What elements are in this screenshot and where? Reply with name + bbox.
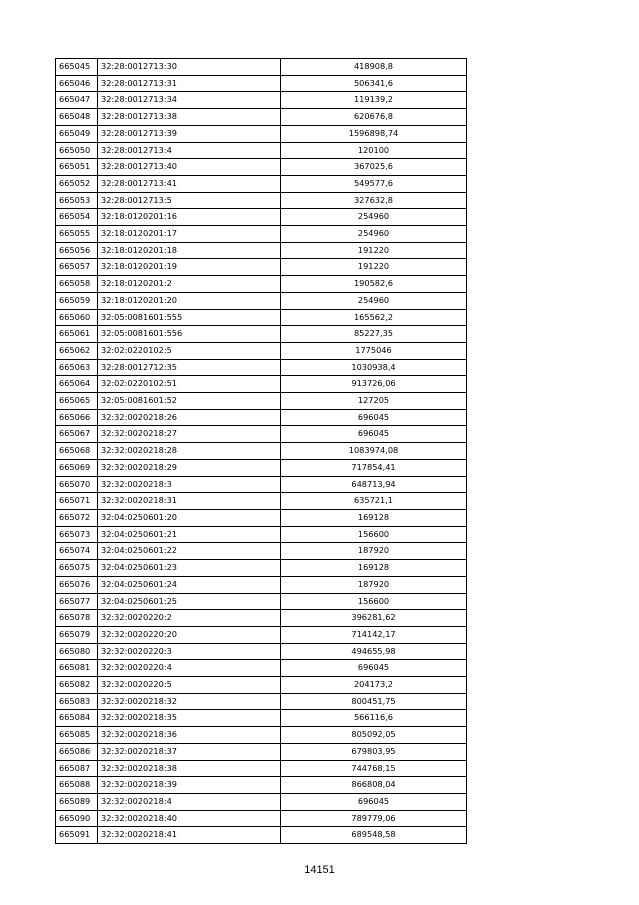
value-cell: 191220 — [281, 242, 467, 259]
value-cell: 696045 — [281, 426, 467, 443]
row-id-cell: 665050 — [56, 142, 98, 159]
value-cell: 679803,95 — [281, 743, 467, 760]
cadastral-number-cell: 32:04:0250601:22 — [98, 543, 281, 560]
cadastral-number-cell: 32:18:0120201:18 — [98, 242, 281, 259]
table-row — [56, 493, 467, 510]
row-id-cell: 665072 — [56, 509, 98, 526]
row-id-cell: 665046 — [56, 75, 98, 92]
table-row — [56, 59, 467, 76]
table-row — [56, 359, 467, 376]
table-row — [56, 610, 467, 627]
row-id-cell: 665078 — [56, 610, 98, 627]
value-cell: 396281,62 — [281, 610, 467, 627]
value-cell: 187920 — [281, 543, 467, 560]
row-id-cell: 665056 — [56, 242, 98, 259]
row-id-cell: 665058 — [56, 276, 98, 293]
row-id-cell: 665071 — [56, 493, 98, 510]
row-id-cell: 665076 — [56, 576, 98, 593]
table-row — [56, 810, 467, 827]
value-cell: 566116,6 — [281, 710, 467, 727]
row-id-cell: 665049 — [56, 125, 98, 142]
row-id-cell: 665085 — [56, 727, 98, 744]
row-id-cell: 665088 — [56, 777, 98, 794]
table-row — [56, 543, 467, 560]
value-cell: 169128 — [281, 509, 467, 526]
cadastral-number-cell: 32:18:0120201:17 — [98, 226, 281, 243]
table-row — [56, 259, 467, 276]
value-cell: 648713,94 — [281, 476, 467, 493]
cadastral-number-cell: 32:18:0120201:16 — [98, 209, 281, 226]
row-id-cell: 665054 — [56, 209, 98, 226]
row-id-cell: 665057 — [56, 259, 98, 276]
value-cell: 494655,98 — [281, 643, 467, 660]
value-cell: 120100 — [281, 142, 467, 159]
data-table — [55, 58, 467, 844]
data-table-container — [55, 58, 466, 844]
row-id-cell: 665070 — [56, 476, 98, 493]
row-id-cell: 665064 — [56, 376, 98, 393]
row-id-cell: 665061 — [56, 326, 98, 343]
cadastral-number-cell: 32:28:0012713:38 — [98, 109, 281, 126]
value-cell: 327632,8 — [281, 192, 467, 209]
value-cell: 1030938,4 — [281, 359, 467, 376]
table-row — [56, 793, 467, 810]
table-row — [56, 693, 467, 710]
value-cell: 190582,6 — [281, 276, 467, 293]
cadastral-number-cell: 32:32:0020218:26 — [98, 409, 281, 426]
table-row — [56, 376, 467, 393]
table-row — [56, 760, 467, 777]
table-row — [56, 593, 467, 610]
value-cell: 254960 — [281, 226, 467, 243]
cadastral-number-cell: 32:05:0081601:556 — [98, 326, 281, 343]
row-id-cell: 665084 — [56, 710, 98, 727]
table-row — [56, 309, 467, 326]
table-row — [56, 175, 467, 192]
cadastral-number-cell: 32:04:0250601:21 — [98, 526, 281, 543]
value-cell: 127205 — [281, 393, 467, 410]
row-id-cell: 665045 — [56, 59, 98, 76]
cadastral-number-cell: 32:02:0220102:5 — [98, 342, 281, 359]
cadastral-number-cell: 32:28:0012712:35 — [98, 359, 281, 376]
cadastral-number-cell: 32:32:0020218:37 — [98, 743, 281, 760]
row-id-cell: 665055 — [56, 226, 98, 243]
value-cell: 717854,41 — [281, 459, 467, 476]
table-row — [56, 159, 467, 176]
table-row — [56, 727, 467, 744]
cadastral-number-cell: 32:28:0012713:40 — [98, 159, 281, 176]
row-id-cell: 665067 — [56, 426, 98, 443]
table-row — [56, 777, 467, 794]
row-id-cell: 665068 — [56, 443, 98, 460]
value-cell: 714142,17 — [281, 626, 467, 643]
table-row — [56, 75, 467, 92]
cadastral-number-cell: 32:18:0120201:20 — [98, 292, 281, 309]
value-cell: 866808,04 — [281, 777, 467, 794]
table-row — [56, 242, 467, 259]
row-id-cell: 665065 — [56, 393, 98, 410]
table-row — [56, 192, 467, 209]
value-cell: 169128 — [281, 560, 467, 577]
cadastral-number-cell: 32:28:0012713:5 — [98, 192, 281, 209]
value-cell: 696045 — [281, 660, 467, 677]
cadastral-number-cell: 32:28:0012713:4 — [98, 142, 281, 159]
row-id-cell: 665082 — [56, 677, 98, 694]
row-id-cell: 665079 — [56, 626, 98, 643]
table-row — [56, 660, 467, 677]
page-number: 14151 — [304, 864, 335, 876]
value-cell: 1596898,74 — [281, 125, 467, 142]
value-cell: 689548,58 — [281, 827, 467, 844]
table-row — [56, 526, 467, 543]
value-cell: 204173,2 — [281, 677, 467, 694]
row-id-cell: 665077 — [56, 593, 98, 610]
table-row — [56, 226, 467, 243]
table-row — [56, 426, 467, 443]
cadastral-number-cell: 32:28:0012713:39 — [98, 125, 281, 142]
value-cell: 1775046 — [281, 342, 467, 359]
table-row — [56, 109, 467, 126]
value-cell: 549577,6 — [281, 175, 467, 192]
value-cell: 620676,8 — [281, 109, 467, 126]
value-cell: 165562,2 — [281, 309, 467, 326]
table-row — [56, 476, 467, 493]
cadastral-number-cell: 32:32:0020220:5 — [98, 677, 281, 694]
value-cell: 805092,05 — [281, 727, 467, 744]
value-cell: 1083974,08 — [281, 443, 467, 460]
cadastral-number-cell: 32:32:0020218:35 — [98, 710, 281, 727]
row-id-cell: 665087 — [56, 760, 98, 777]
table-row — [56, 92, 467, 109]
row-id-cell: 665052 — [56, 175, 98, 192]
table-row — [56, 560, 467, 577]
value-cell: 367025,6 — [281, 159, 467, 176]
row-id-cell: 665060 — [56, 309, 98, 326]
cadastral-number-cell: 32:32:0020218:28 — [98, 443, 281, 460]
cadastral-number-cell: 32:18:0120201:19 — [98, 259, 281, 276]
row-id-cell: 665081 — [56, 660, 98, 677]
row-id-cell: 665063 — [56, 359, 98, 376]
table-row — [56, 393, 467, 410]
row-id-cell: 665066 — [56, 409, 98, 426]
cadastral-number-cell: 32:32:0020218:41 — [98, 827, 281, 844]
cadastral-number-cell: 32:04:0250601:23 — [98, 560, 281, 577]
cadastral-number-cell: 32:32:0020218:4 — [98, 793, 281, 810]
cadastral-number-cell: 32:02:0220102:51 — [98, 376, 281, 393]
cadastral-number-cell: 32:28:0012713:31 — [98, 75, 281, 92]
value-cell: 191220 — [281, 259, 467, 276]
table-row — [56, 459, 467, 476]
row-id-cell: 665069 — [56, 459, 98, 476]
table-row — [56, 677, 467, 694]
cadastral-number-cell: 32:32:0020220:2 — [98, 610, 281, 627]
cadastral-number-cell: 32:32:0020220:3 — [98, 643, 281, 660]
value-cell: 744768,15 — [281, 760, 467, 777]
table-row — [56, 125, 467, 142]
cadastral-number-cell: 32:32:0020220:20 — [98, 626, 281, 643]
row-id-cell: 665080 — [56, 643, 98, 660]
value-cell: 506341,6 — [281, 75, 467, 92]
table-row — [56, 142, 467, 159]
table-row — [56, 276, 467, 293]
table-row — [56, 326, 467, 343]
cadastral-number-cell: 32:05:0081601:52 — [98, 393, 281, 410]
row-id-cell: 665090 — [56, 810, 98, 827]
row-id-cell: 665059 — [56, 292, 98, 309]
row-id-cell: 665091 — [56, 827, 98, 844]
table-row — [56, 292, 467, 309]
row-id-cell: 665075 — [56, 560, 98, 577]
row-id-cell: 665073 — [56, 526, 98, 543]
cadastral-number-cell: 32:18:0120201:2 — [98, 276, 281, 293]
table-row — [56, 643, 467, 660]
cadastral-number-cell: 32:32:0020218:39 — [98, 777, 281, 794]
value-cell: 789779,06 — [281, 810, 467, 827]
table-row — [56, 710, 467, 727]
table-row — [56, 576, 467, 593]
table-row — [56, 443, 467, 460]
cadastral-number-cell: 32:04:0250601:20 — [98, 509, 281, 526]
table-row — [56, 342, 467, 359]
cadastral-number-cell: 32:32:0020218:38 — [98, 760, 281, 777]
cadastral-number-cell: 32:28:0012713:30 — [98, 59, 281, 76]
row-id-cell: 665089 — [56, 793, 98, 810]
row-id-cell: 665083 — [56, 693, 98, 710]
cadastral-number-cell: 32:32:0020218:29 — [98, 459, 281, 476]
cadastral-number-cell: 32:32:0020218:32 — [98, 693, 281, 710]
cadastral-number-cell: 32:32:0020218:3 — [98, 476, 281, 493]
row-id-cell: 665086 — [56, 743, 98, 760]
cadastral-number-cell: 32:32:0020218:40 — [98, 810, 281, 827]
row-id-cell: 665074 — [56, 543, 98, 560]
value-cell: 187920 — [281, 576, 467, 593]
value-cell: 85227,35 — [281, 326, 467, 343]
row-id-cell: 665062 — [56, 342, 98, 359]
value-cell: 696045 — [281, 409, 467, 426]
cadastral-number-cell: 32:32:0020218:27 — [98, 426, 281, 443]
value-cell: 635721,1 — [281, 493, 467, 510]
table-body — [56, 59, 467, 844]
value-cell: 156600 — [281, 526, 467, 543]
table-row — [56, 626, 467, 643]
cadastral-number-cell: 32:04:0250601:24 — [98, 576, 281, 593]
table-row — [56, 827, 467, 844]
value-cell: 254960 — [281, 209, 467, 226]
value-cell: 119139,2 — [281, 92, 467, 109]
table-row — [56, 409, 467, 426]
value-cell: 418908,8 — [281, 59, 467, 76]
cadastral-number-cell: 32:32:0020220:4 — [98, 660, 281, 677]
cadastral-number-cell: 32:32:0020218:31 — [98, 493, 281, 510]
value-cell: 913726,06 — [281, 376, 467, 393]
row-id-cell: 665048 — [56, 109, 98, 126]
table-row — [56, 209, 467, 226]
table-row — [56, 509, 467, 526]
cadastral-number-cell: 32:05:0081601:555 — [98, 309, 281, 326]
table-row — [56, 743, 467, 760]
row-id-cell: 665047 — [56, 92, 98, 109]
cadastral-number-cell: 32:32:0020218:36 — [98, 727, 281, 744]
cadastral-number-cell: 32:04:0250601:25 — [98, 593, 281, 610]
cadastral-number-cell: 32:28:0012713:34 — [98, 92, 281, 109]
value-cell: 156600 — [281, 593, 467, 610]
value-cell: 800451,75 — [281, 693, 467, 710]
row-id-cell: 665053 — [56, 192, 98, 209]
row-id-cell: 665051 — [56, 159, 98, 176]
cadastral-number-cell: 32:28:0012713:41 — [98, 175, 281, 192]
value-cell: 696045 — [281, 793, 467, 810]
value-cell: 254960 — [281, 292, 467, 309]
